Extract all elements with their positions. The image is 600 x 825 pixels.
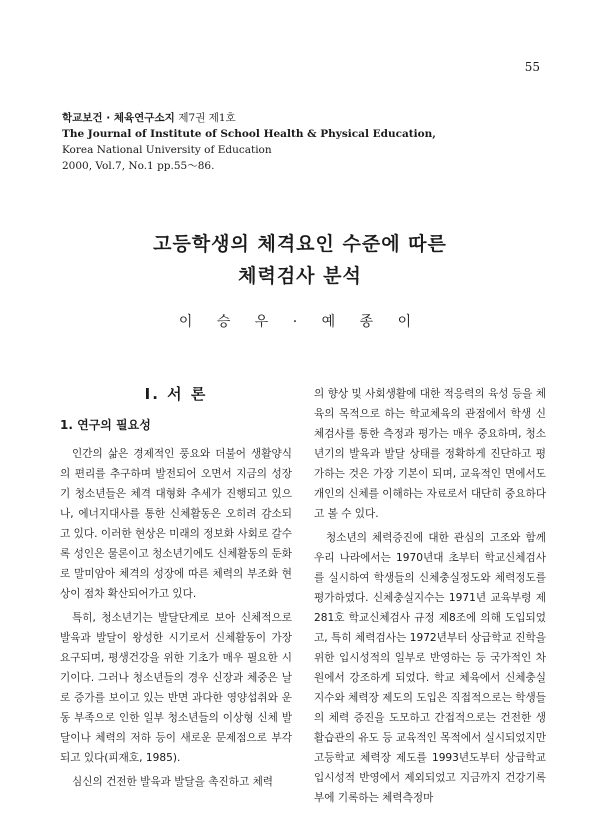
journal-header [62,110,542,174]
paragraph: 청소년의 체력증진에 대한 관심의 고조와 함께 우리 나라에서는 1970년대 초부터 학교신체검사를 실시하여 학생들의 신체충실정도와 체력정도를 평가하였다. 신체충실지수는 1971년 교육부령 제281호 학교신체검사 규정 제8조에 의해 도입되었고, 특히 체력검사는 1972년부터 상급학교 진학을 위한 입시성적의 일부로 반영하는 등 국가적인 차원에서 강조하게 되었다. 학교 체육에서 신체충실지수와 체력장 제도의 도입은 직접적으로는 학생들의 체력 증진을 도모하고 간접적으로는 건전한 생활습관의 유도 등 교육적인 목적에서 실시되었지만 고등학교 체력장 제도를 1993년도부터 상급학교 입시성적 반영에서 제외되었고 지금까지 건강기록부에 기록하는 체력측정마 [314,532,546,804]
paragraph: 특히, 청소년기는 발달단계로 보아 신체적으로 발육과 발달이 왕성한 시기로서 신체활동이 가장 요구되며, 평생건강을 위한 기초가 매우 필요한 시기이다. 그러나 청소년들의 경우 신장과 체중은 날로 증가를 보이고 있는 반면 과다한 영양섭취와 운동 부족으로 인한 일부 청소년들의 이상형 신체 발달이나 체력의 저하 등이 새로운 문제점으로 부각되고 있다(피재호, 1985). [60,612,292,764]
page-number: 55 [524,60,540,74]
subsection-heading: 1. 연구의 필요성 [60,418,151,432]
journal-citation: 2000, Vol.7, No.1 pp.55～86. [62,160,215,172]
left-column [60,384,292,796]
paper-title [0,228,600,292]
journal-korean-line [62,110,542,126]
paragraph: 심신의 건전한 발육과 발달을 촉진하고 체력 [72,776,274,788]
paper-title-line2: 체력검사 분석 [238,265,362,287]
paper-authors: 이 승 우 · 예 종 이 [178,314,422,330]
paragraph: 의 향상 및 사회생활에 대한 적응력의 육성 등을 체육의 목적으로 하는 학교체육의 관점에서 학생 신체검사를 통한 측정과 평가는 매우 중요하며, 청소년기의 발육과 발달 상태를 정확하게 진단하고 평가하는 것은 가장 기본이 되며, 교육적인 면에서도 개인의 신체를 이해하는 자료로서 대단히 중요하다고 볼 수 있다. [314,388,546,520]
right-column [314,384,546,812]
section-heading: Ⅰ. 서 론 [144,385,208,403]
journal-english-name: The Journal of Institute of School Health & Physical Education, [62,128,436,140]
journal-university: Korea National University of Education [62,144,272,156]
paragraph: 인간의 삶은 경제적인 풍요와 더불어 생활양식의 편리를 추구하며 발전되어 오면서 지금의 성장기 청소년들은 체격 대형화 추세가 진행되고 있으나, 에너지대사를 통한 신체활동은 오히려 감소되고 있다. 이러한 현상은 미래의 정보화 사회로 갈수록 성인은 물론이고 청소년기에도 신체활동의 둔화로 말미암아 체격의 성장에 따른 체력의 부조화 현상이 점차 확산되어가고 있다. [60,448,292,600]
journal-korean-volume: 제7권 제1호 [178,112,236,124]
paper-title-line1: 고등학생의 체격요인 수준에 따른 [153,233,447,255]
journal-korean-name: 학교보건 · 체육연구소지 [62,112,175,124]
